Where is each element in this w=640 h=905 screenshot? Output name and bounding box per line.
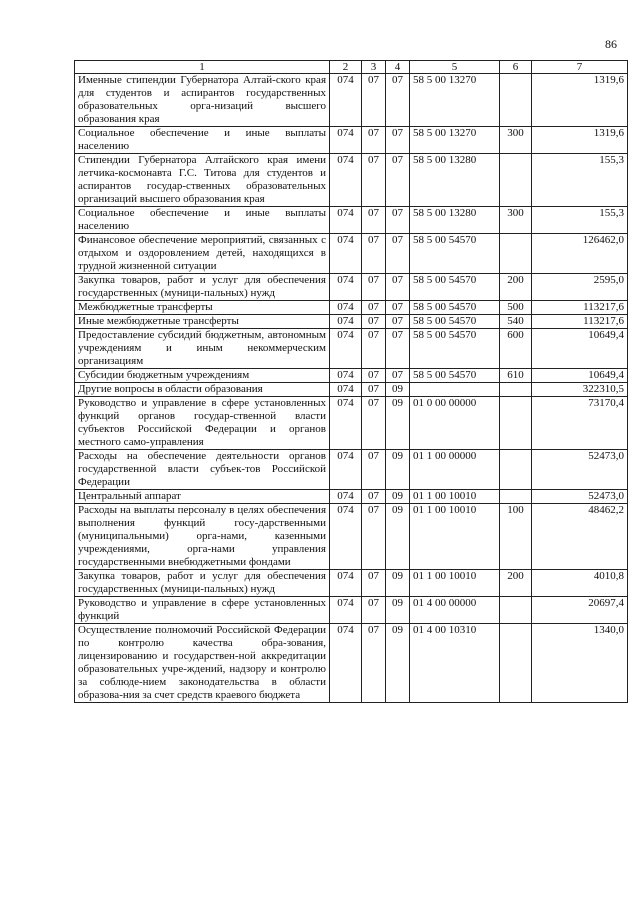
section-code: 07 bbox=[362, 597, 386, 624]
target-article-code: 58 5 00 13270 bbox=[410, 74, 500, 127]
expense-type-code bbox=[500, 397, 532, 450]
section-code: 07 bbox=[362, 450, 386, 490]
expense-type-code bbox=[500, 234, 532, 274]
item-name: Межбюджетные трансферты bbox=[75, 301, 330, 315]
subsection-code: 07 bbox=[386, 315, 410, 329]
item-name: Другие вопросы в области образования bbox=[75, 383, 330, 397]
item-name: Закупка товаров, работ и услуг для обеспечения государственных (муници-пальных) нужд bbox=[75, 570, 330, 597]
table-row bbox=[75, 383, 628, 397]
ministry-code: 074 bbox=[330, 234, 362, 274]
subsection-code: 09 bbox=[386, 450, 410, 490]
section-code: 07 bbox=[362, 624, 386, 703]
target-article-code: 58 5 00 54570 bbox=[410, 274, 500, 301]
subsection-code: 07 bbox=[386, 74, 410, 127]
expense-type-code bbox=[500, 383, 532, 397]
section-code: 07 bbox=[362, 397, 386, 450]
table-row bbox=[75, 207, 628, 234]
expense-type-code bbox=[500, 74, 532, 127]
item-name: Финансовое обеспечение мероприятий, связанных с отдыхом и оздоровлением детей, находящихся в трудной жизненной ситуации bbox=[75, 234, 330, 274]
ministry-code: 074 bbox=[330, 315, 362, 329]
amount: 1319,6 bbox=[532, 74, 628, 127]
header-cell: 5 bbox=[410, 61, 500, 74]
subsection-code: 07 bbox=[386, 207, 410, 234]
table-row bbox=[75, 329, 628, 369]
amount: 126462,0 bbox=[532, 234, 628, 274]
amount: 1340,0 bbox=[532, 624, 628, 703]
amount: 155,3 bbox=[532, 207, 628, 234]
header-cell: 6 bbox=[500, 61, 532, 74]
ministry-code: 074 bbox=[330, 570, 362, 597]
section-code: 07 bbox=[362, 383, 386, 397]
subsection-code: 09 bbox=[386, 570, 410, 597]
subsection-code: 07 bbox=[386, 274, 410, 301]
amount: 73170,4 bbox=[532, 397, 628, 450]
header-cell: 1 bbox=[75, 61, 330, 74]
target-article-code: 58 5 00 54570 bbox=[410, 329, 500, 369]
table-row bbox=[75, 127, 628, 154]
subsection-code: 09 bbox=[386, 383, 410, 397]
item-name: Осуществление полномочий Российской Федерации по контролю качества обра-зования, лицензированию и государствен-ной аккредитации образовательных учре-ждений, надзору и контролю за соблюде-нием законодательства в области образова-ния за счет средств краевого бюджета bbox=[75, 624, 330, 703]
item-name: Социальное обеспечение и иные выплаты населению bbox=[75, 207, 330, 234]
section-code: 07 bbox=[362, 301, 386, 315]
subsection-code: 07 bbox=[386, 234, 410, 274]
section-code: 07 bbox=[362, 315, 386, 329]
section-code: 07 bbox=[362, 154, 386, 207]
table-body bbox=[75, 74, 628, 703]
table-row bbox=[75, 450, 628, 490]
header-cell: 7 bbox=[532, 61, 628, 74]
header-cell: 3 bbox=[362, 61, 386, 74]
expense-type-code bbox=[500, 490, 532, 504]
ministry-code: 074 bbox=[330, 127, 362, 154]
amount: 2595,0 bbox=[532, 274, 628, 301]
amount: 1319,6 bbox=[532, 127, 628, 154]
amount: 48462,2 bbox=[532, 504, 628, 570]
section-code: 07 bbox=[362, 490, 386, 504]
subsection-code: 07 bbox=[386, 329, 410, 369]
subsection-code: 07 bbox=[386, 127, 410, 154]
target-article-code: 58 5 00 13280 bbox=[410, 207, 500, 234]
amount: 113217,6 bbox=[532, 315, 628, 329]
ministry-code: 074 bbox=[330, 207, 362, 234]
amount: 113217,6 bbox=[532, 301, 628, 315]
table-row bbox=[75, 504, 628, 570]
target-article-code: 58 5 00 54570 bbox=[410, 301, 500, 315]
table-row bbox=[75, 490, 628, 504]
ministry-code: 074 bbox=[330, 597, 362, 624]
ministry-code: 074 bbox=[330, 74, 362, 127]
expense-type-code bbox=[500, 450, 532, 490]
target-article-code bbox=[410, 383, 500, 397]
amount: 155,3 bbox=[532, 154, 628, 207]
expense-type-code bbox=[500, 154, 532, 207]
item-name: Социальное обеспечение и иные выплаты населению bbox=[75, 127, 330, 154]
table-row bbox=[75, 624, 628, 703]
table-row bbox=[75, 570, 628, 597]
expense-type-code: 540 bbox=[500, 315, 532, 329]
header-cell: 2 bbox=[330, 61, 362, 74]
amount: 52473,0 bbox=[532, 450, 628, 490]
amount: 4010,8 bbox=[532, 570, 628, 597]
section-code: 07 bbox=[362, 274, 386, 301]
budget-table bbox=[74, 60, 628, 703]
table-row bbox=[75, 301, 628, 315]
target-article-code: 01 1 00 00000 bbox=[410, 450, 500, 490]
item-name: Расходы на выплаты персоналу в целях обеспечения выполнения функций госу-дарственными (муниципальными) орга-нами, казенными учреждениями, орга-нами управления государственными внебюджетными фондами bbox=[75, 504, 330, 570]
target-article-code: 01 1 00 10010 bbox=[410, 490, 500, 504]
header-cell: 4 bbox=[386, 61, 410, 74]
item-name: Иные межбюджетные трансферты bbox=[75, 315, 330, 329]
ministry-code: 074 bbox=[330, 504, 362, 570]
target-article-code: 01 0 00 00000 bbox=[410, 397, 500, 450]
item-name: Стипендии Губернатора Алтайского края имени летчика-космонавта Г.С. Титова для студентов и аспирантов государ-ственных образовательных организаций высшего образования края bbox=[75, 154, 330, 207]
ministry-code: 074 bbox=[330, 397, 362, 450]
amount: 322310,5 bbox=[532, 383, 628, 397]
expense-type-code bbox=[500, 597, 532, 624]
expense-type-code bbox=[500, 624, 532, 703]
subsection-code: 09 bbox=[386, 490, 410, 504]
section-code: 07 bbox=[362, 570, 386, 597]
header-row bbox=[75, 61, 628, 74]
item-name: Расходы на обеспечение деятельности органов государственной власти субъек-тов Российской Федерации bbox=[75, 450, 330, 490]
expense-type-code: 300 bbox=[500, 127, 532, 154]
table-row bbox=[75, 315, 628, 329]
amount: 10649,4 bbox=[532, 329, 628, 369]
subsection-code: 07 bbox=[386, 369, 410, 383]
table-row bbox=[75, 397, 628, 450]
ministry-code: 074 bbox=[330, 383, 362, 397]
item-name: Именные стипендии Губернатора Алтай-ского края для студентов и аспирантов государственных образовательных орга-низаций высшего образования края bbox=[75, 74, 330, 127]
item-name: Руководство и управление в сфере установленных функций bbox=[75, 597, 330, 624]
ministry-code: 074 bbox=[330, 154, 362, 207]
table-row bbox=[75, 369, 628, 383]
item-name: Руководство и управление в сфере установленных функций органов государ-ственной власти субъектов Российской Федерации и органов местного само-управления bbox=[75, 397, 330, 450]
table-row bbox=[75, 234, 628, 274]
expense-type-code: 100 bbox=[500, 504, 532, 570]
ministry-code: 074 bbox=[330, 301, 362, 315]
subsection-code: 09 bbox=[386, 397, 410, 450]
section-code: 07 bbox=[362, 369, 386, 383]
table-row bbox=[75, 154, 628, 207]
expense-type-code: 600 bbox=[500, 329, 532, 369]
target-article-code: 58 5 00 54570 bbox=[410, 315, 500, 329]
ministry-code: 074 bbox=[330, 329, 362, 369]
item-name: Центральный аппарат bbox=[75, 490, 330, 504]
expense-type-code: 200 bbox=[500, 274, 532, 301]
target-article-code: 01 1 00 10010 bbox=[410, 570, 500, 597]
expense-type-code: 610 bbox=[500, 369, 532, 383]
expense-type-code: 500 bbox=[500, 301, 532, 315]
subsection-code: 09 bbox=[386, 504, 410, 570]
page-number: 86 bbox=[605, 37, 617, 51]
section-code: 07 bbox=[362, 504, 386, 570]
target-article-code: 58 5 00 54570 bbox=[410, 369, 500, 383]
subsection-code: 07 bbox=[386, 301, 410, 315]
item-name: Предоставление субсидий бюджетным, автономным учреждениям и иным некоммерческим организациям bbox=[75, 329, 330, 369]
target-article-code: 01 1 00 10010 bbox=[410, 504, 500, 570]
table-row bbox=[75, 74, 628, 127]
ministry-code: 074 bbox=[330, 450, 362, 490]
table-row bbox=[75, 274, 628, 301]
target-article-code: 58 5 00 54570 bbox=[410, 234, 500, 274]
subsection-code: 09 bbox=[386, 624, 410, 703]
subsection-code: 09 bbox=[386, 597, 410, 624]
target-article-code: 58 5 00 13270 bbox=[410, 127, 500, 154]
expense-type-code: 300 bbox=[500, 207, 532, 234]
section-code: 07 bbox=[362, 127, 386, 154]
table-row bbox=[75, 597, 628, 624]
item-name: Закупка товаров, работ и услуг для обеспечения государственных (муници-пальных) нужд bbox=[75, 274, 330, 301]
section-code: 07 bbox=[362, 329, 386, 369]
ministry-code: 074 bbox=[330, 624, 362, 703]
amount: 10649,4 bbox=[532, 369, 628, 383]
target-article-code: 01 4 00 10310 bbox=[410, 624, 500, 703]
amount: 20697,4 bbox=[532, 597, 628, 624]
ministry-code: 074 bbox=[330, 490, 362, 504]
subsection-code: 07 bbox=[386, 154, 410, 207]
section-code: 07 bbox=[362, 74, 386, 127]
target-article-code: 58 5 00 13280 bbox=[410, 154, 500, 207]
section-code: 07 bbox=[362, 207, 386, 234]
target-article-code: 01 4 00 00000 bbox=[410, 597, 500, 624]
item-name: Субсидии бюджетным учреждениям bbox=[75, 369, 330, 383]
amount: 52473,0 bbox=[532, 490, 628, 504]
ministry-code: 074 bbox=[330, 274, 362, 301]
ministry-code: 074 bbox=[330, 369, 362, 383]
expense-type-code: 200 bbox=[500, 570, 532, 597]
section-code: 07 bbox=[362, 234, 386, 274]
